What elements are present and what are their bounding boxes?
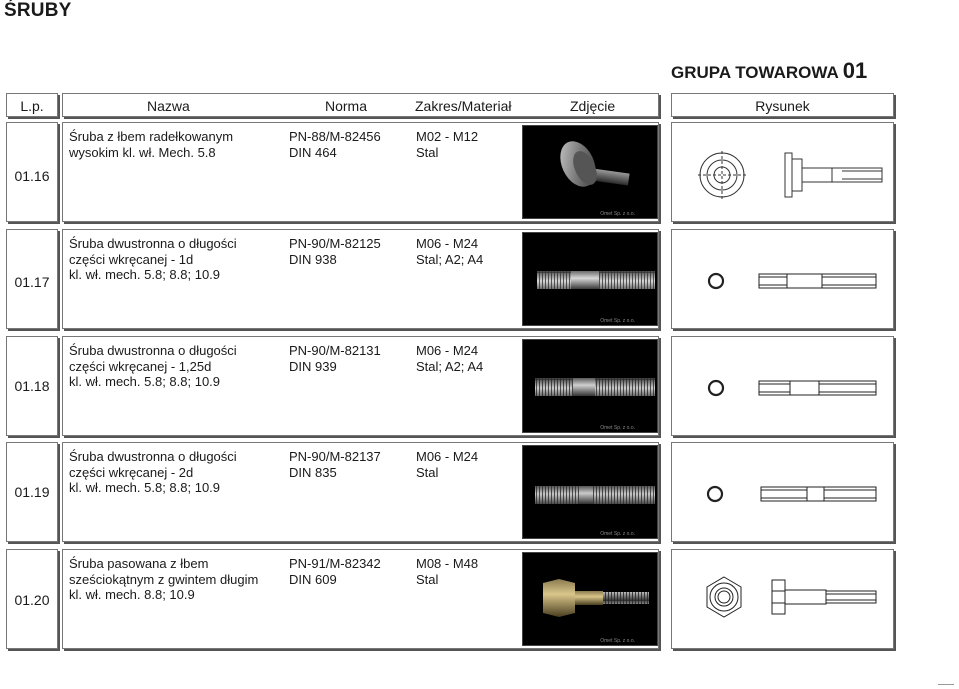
photo-watermark: Omet Sp. z o.o. — [600, 638, 635, 644]
product-material: M06 - M24 Stal — [416, 449, 479, 480]
head-inner-circle — [707, 160, 737, 190]
photo-watermark: Omet Sp. z o.o. — [600, 425, 635, 431]
table-row-lp — [6, 336, 58, 436]
stud-side-view — [759, 381, 876, 395]
product-norm: PN-90/M-82125 DIN 938 — [289, 236, 381, 267]
stud-bolt-image — [523, 340, 658, 433]
table-row-lp — [6, 229, 58, 329]
stud-bolt-drawing — [672, 337, 895, 437]
product-norm: PN-90/M-82131 DIN 939 — [289, 343, 381, 374]
product-name: Śruba z łbem radełkowanym wysokim kl. wł. Mech. 5.8 — [69, 129, 234, 160]
product-material: M06 - M24 Stal; A2; A4 — [416, 343, 484, 374]
photo-watermark: Omet Sp. z o.o. — [600, 211, 635, 217]
table-row-lp — [6, 122, 58, 222]
header-nazwa: Nazwa — [147, 98, 190, 114]
technical-drawing-box — [671, 442, 894, 542]
page-title: ŚRUBY — [4, 0, 72, 21]
product-photo — [522, 232, 658, 326]
product-photo — [522, 125, 658, 219]
fitted-bolt-image — [523, 553, 658, 646]
product-name: Śruba pasowana z łbem sześciokątnym z gwintem długim kl. wł. mech. 8.8; 10.9 — [69, 556, 259, 602]
product-norm: PN-88/M-82456 DIN 464 — [289, 129, 381, 160]
page-footer-mark — [938, 684, 954, 685]
header-material: Zakres/Materiał — [415, 98, 512, 114]
photo-watermark: Omet Sp. z o.o. — [600, 531, 635, 537]
product-name: Śruba dwustronna o długości części wkręcanej - 2d kl. wł. mech. 5.8; 8.8; 10.9 — [69, 449, 237, 495]
stud-side-view — [759, 274, 876, 288]
product-name: Śruba dwustronna o długości części wkręcanej - 1,25d kl. wł. mech. 5.8; 8.8; 10.9 — [69, 343, 237, 389]
head-side — [785, 153, 792, 197]
row-number: 01.20 — [14, 592, 50, 608]
row-number: 01.16 — [14, 168, 50, 184]
product-norm: PN-91/M-82342 DIN 609 — [289, 556, 381, 587]
product-material: M08 - M48 Stal — [416, 556, 479, 587]
hex-head-side — [772, 580, 785, 614]
table-row — [62, 336, 659, 436]
product-material: M02 - M12 Stal — [416, 129, 479, 160]
thread-side — [826, 591, 876, 603]
table-row — [62, 442, 659, 542]
head-bore-circle — [714, 167, 730, 183]
product-photo — [522, 445, 658, 539]
product-norm: PN-90/M-82137 DIN 835 — [289, 449, 381, 480]
header-rysunek: Rysunek — [671, 93, 894, 117]
table-row-lp — [6, 442, 58, 542]
header-row-box — [62, 93, 659, 117]
technical-drawing-box — [671, 229, 894, 329]
stud-bolt-drawing — [672, 230, 895, 330]
row-number: 01.18 — [14, 378, 50, 394]
table-row — [62, 229, 659, 329]
collar-side — [792, 159, 802, 191]
group-label: GRUPA TOWAROWA — [671, 63, 839, 82]
table-row — [62, 549, 659, 649]
product-material: M06 - M24 Stal; A2; A4 — [416, 236, 484, 267]
photo-watermark: Omet Sp. z o.o. — [600, 318, 635, 324]
knurled-screw-image — [523, 126, 658, 219]
fitted-shank-side — [785, 590, 826, 604]
header-lp: L.p. — [6, 93, 58, 117]
header-zdjecie: Zdjęcie — [570, 98, 616, 114]
end-view-circle — [709, 381, 723, 395]
product-group-heading — [671, 58, 867, 84]
row-number: 01.17 — [14, 274, 50, 290]
product-name: Śruba dwustronna o długości części wkręcanej - 1d kl. wł. mech. 5.8; 8.8; 10.9 — [69, 236, 237, 282]
technical-drawing-box — [671, 336, 894, 436]
product-photo — [522, 339, 658, 433]
fitted-bolt-drawing — [672, 550, 895, 650]
table-row-lp — [6, 549, 58, 649]
knurled-screw-drawing — [672, 123, 895, 223]
end-view-circle — [709, 274, 723, 288]
shank-side — [802, 168, 882, 182]
header-norma: Norma — [325, 98, 368, 114]
end-view-circle — [708, 487, 722, 501]
stud-bolt-drawing — [672, 443, 895, 543]
stud-bolt-image — [523, 446, 658, 539]
stud-side-view — [761, 487, 876, 501]
table-row — [62, 122, 659, 222]
stud-bolt-image — [523, 233, 658, 326]
product-photo — [522, 552, 658, 646]
technical-drawing-box — [671, 549, 894, 649]
row-number: 01.19 — [14, 484, 50, 500]
group-number: 01 — [842, 58, 868, 83]
technical-drawing-box — [671, 122, 894, 222]
